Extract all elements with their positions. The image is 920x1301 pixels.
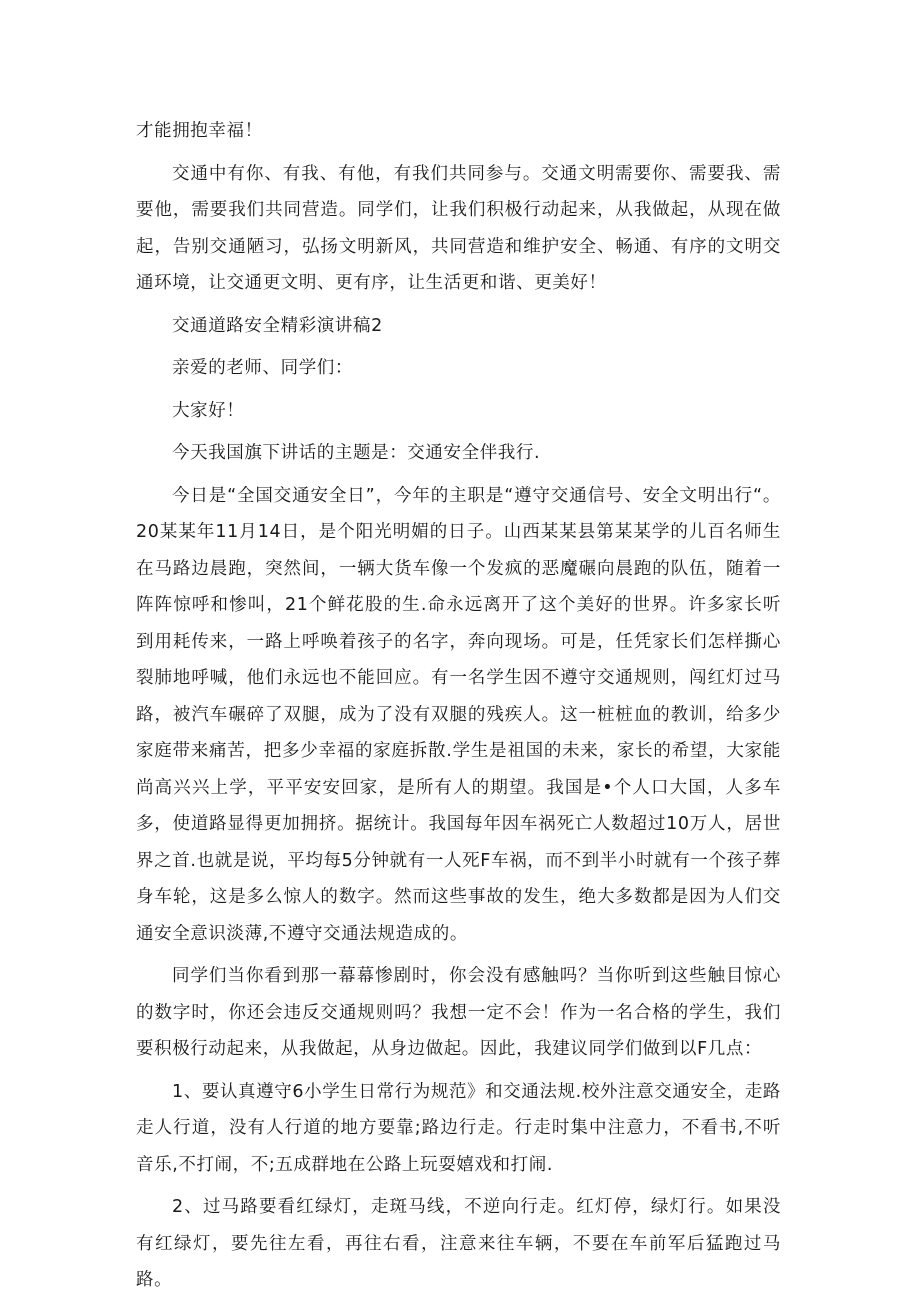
salutation: 亲爱的老师、同学们： [172, 358, 353, 378]
paragraph-reflection: 同学们当你看到那一幕幕惨剧时，你会没有感触吗？当你听到这些触目惊心的数字时，你还会违反交通规则吗？我想一定不会！作为一名合格的学生，我们要积极行动起来，从我做起，从身边做起。因此，我建议同学们做到以F几点： [136, 966, 781, 1059]
document-page [136, 113, 781, 1299]
paragraph-rule-1: 1、要认真遵守6小学生日常行为规范》和交通法规.校外注意交通安全，走路走人行道，没有人行道的地方要靠;路边行走。行走时集中注意力，不看书,不听音乐,不打闹，不;五成群地在公路上玩耍嬉戏和打闹. [136, 1081, 781, 1175]
paragraph-accident-story: 今日是“全国交通安全日”，今年的主职是“遵守交通信号、安全文明出行“。20某某年11月14日，是个阳光明媚的日子。山西某某县第某某学的儿百名师生在马路边晨跑，突然间，一辆大货车像一个发疯的恶魔碾向晨跑的队伍，随着一阵阵惊呼和惨叫，21个鲜花股的生.命永远离开了这个美好的世界。许多家长听到用耗传来，一路上呼唤着孩子的名字，奔向现场。可是，任凭家长们怎样撕心裂肺地呼喊，他们永远也不能回应。有一名学生因不遵守交通规则，闯红灯过马路，被汽车碾碎了双腿，成为了没有双腿的残疾人。这一桩桩血的教训，给多少家庭带来痛苦，把多少幸福的家庭拆散.学生是祖国的未来，家长的希望，大家能尚高兴兴上学，平平安安回家，是所有人的期望。我国是•个人口大国，人多车多，使道路显得更加拥挤。据统计。我国每年因车祸死亡人数超过10万人，居世界之首.也就是说，平均每5分钟就有一人死F车祸，而不到半小时就有一个孩子葬身车轮，这是多么惊人的数字。然而这些事故的发生，绝大多数都是因为人们交通安全意识淡薄,不遵守交通法规造成的。 [136, 485, 781, 944]
paragraph-rule-2: 2、过马路要看红绿灯，走斑马线，不逆向行走。红灯停，绿灯行。如果没有红绿灯，要先往左看，再往右看，注意来往车辆，不要在车前军后猛跑过马路。 [136, 1197, 781, 1290]
greeting: 大家好！ [172, 400, 245, 421]
paragraph-call-to-action: 交通中有你、有我、有他，有我们共同参与。交通文明需要你、需要我、需要他，需要我们共同营造。同学们，让我们积极行动起来，从我做起，从现在做起，告别交通陋习，弘扬文明新风，共同营造和维护安全、畅通、有序的文明交通环境，让交通更文明、更有序，让生活更和谐、更美好！ [136, 163, 781, 293]
paragraph-closing-line: 才能拥抱幸福！ [136, 121, 263, 141]
speech-title: 交通道路安全精彩演讲稿2 [172, 315, 383, 336]
speech-topic: 今天我国旗下讲话的主题是：交通安全伴我行. [172, 443, 541, 463]
